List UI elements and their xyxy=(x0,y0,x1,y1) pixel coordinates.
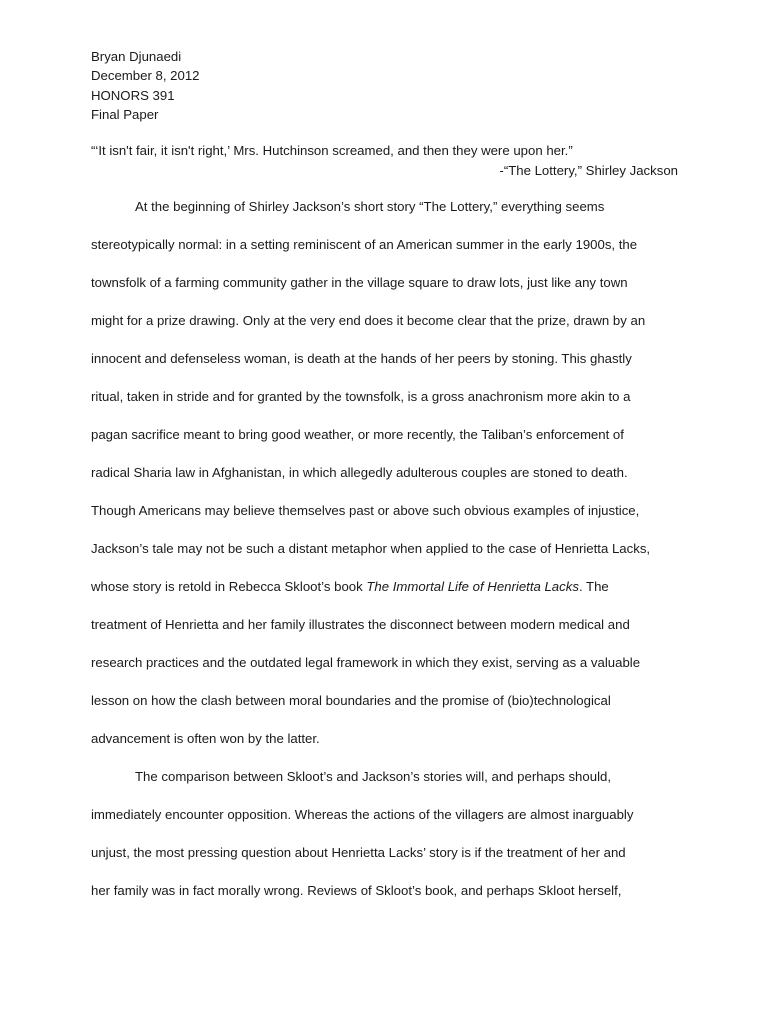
paragraph-1-line-6: ritual, taken in stride and for granted by the townsfolk, is a gross anachronism more akin to a xyxy=(91,389,631,404)
paragraph-1-line-2: stereotypically normal: in a setting reminiscent of an American summer in the early 1900s, the xyxy=(91,237,638,252)
line-text-after-title: . The xyxy=(578,579,609,594)
paragraph-2-line-4: her family was in fact morally wrong. Reviews of Skloot’s book, and perhaps Skloot herself, xyxy=(91,883,622,898)
author-name: Bryan Djunaedi xyxy=(91,49,182,64)
paper-header xyxy=(91,47,200,124)
paragraph-1-line-11 xyxy=(91,577,609,597)
paragraph-1-line-8: radical Sharia law in Afghanistan, in which allegedly adulterous couples are stoned to death. xyxy=(91,465,628,480)
paragraph-1-line-15: advancement is often won by the latter. xyxy=(91,731,320,746)
epigraph-attribution: -“The Lottery,” Shirley Jackson xyxy=(499,162,678,178)
paragraph-1-line-12: treatment of Henrietta and her family illustrates the disconnect between modern medical and xyxy=(91,617,630,632)
paragraph-2-line-1: The comparison between Skloot’s and Jackson’s stories will, and perhaps should, xyxy=(135,769,611,784)
paragraph-1-line-9: Though Americans may believe themselves past or above such obvious examples of injustice, xyxy=(91,503,640,518)
paragraph-1-line-5: innocent and defenseless woman, is death at the hands of her peers by stoning. This ghastly xyxy=(91,351,632,366)
line-text-before-title: whose story is retold in Rebecca Skloot’s book xyxy=(91,579,367,594)
paragraph-1-line-14: lesson on how the clash between moral boundaries and the promise of (bio)technological xyxy=(91,693,611,708)
epigraph xyxy=(91,141,678,180)
paragraph-1-line-1: At the beginning of Shirley Jackson’s short story “The Lottery,” everything seems xyxy=(135,199,605,214)
paper-date: December 8, 2012 xyxy=(91,68,200,84)
paragraph-2-line-2: immediately encounter opposition. Whereas the actions of the villagers are almost inarguably xyxy=(91,807,634,822)
paragraph-1-line-4: might for a prize drawing. Only at the very end does it become clear that the prize, drawn by an xyxy=(91,313,646,328)
paragraph-1-line-7: pagan sacrifice meant to bring good weather, or more recently, the Taliban’s enforcement of xyxy=(91,427,624,442)
assignment-title: Final Paper xyxy=(91,106,159,122)
paragraph-1-line-3: townsfolk of a farming community gather in the village square to draw lots, just like any town xyxy=(91,275,628,290)
course-name: HONORS 391 xyxy=(91,87,175,103)
epigraph-quote: “‘It isn't fair, it isn't right,’ Mrs. Hutchinson screamed, and then they were upon her.” xyxy=(91,143,573,158)
paragraph-2-line-3: unjust, the most pressing question about Henrietta Lacks’ story is if the treatment of her and xyxy=(91,845,626,860)
paragraph-1-line-13: research practices and the outdated legal framework in which they exist, serving as a valuable xyxy=(91,655,641,670)
paragraph-1-line-10: Jackson’s tale may not be such a distant metaphor when applied to the case of Henrietta Lacks, xyxy=(91,541,651,556)
book-title: The Immortal Life of Henrietta Lacks xyxy=(366,579,579,594)
